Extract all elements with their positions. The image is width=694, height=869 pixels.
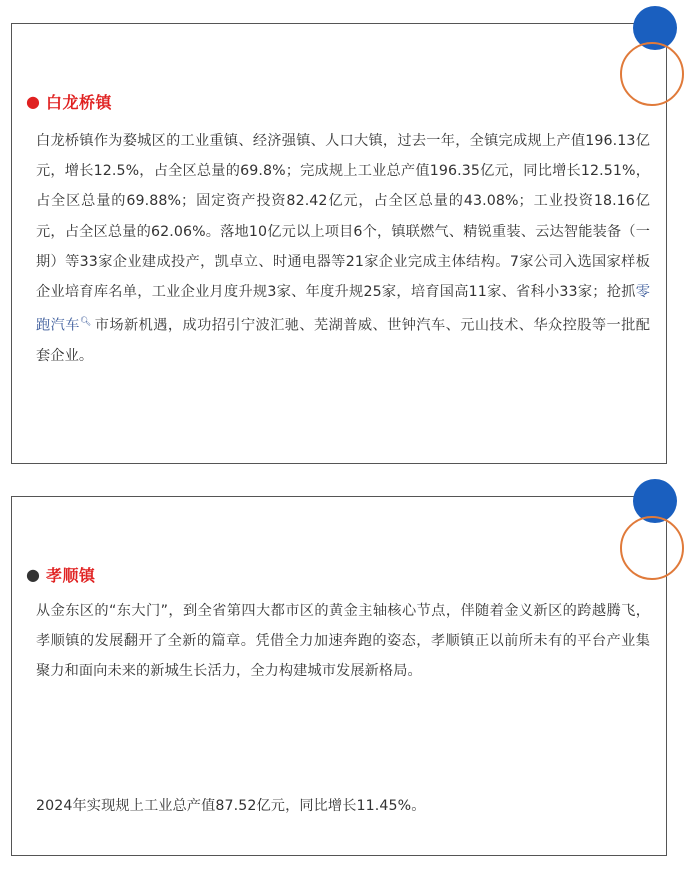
section-heading-bailongqiao bbox=[26, 90, 112, 113]
section-paragraph: 从金东区的“东大门”，到全省第四大都市区的黄金主轴核心节点，伴随着金义新区的跨越腾飞，孝顺镇的发展翻开了全新的篇章。凭借全力加速奔跑的姿态，孝顺镇正以前所未有的平台产业集聚力和面向未来的新城生长活力，全力构建城市发展新格局。 bbox=[36, 603, 650, 680]
bullet-icon: ● bbox=[26, 91, 40, 111]
section-paragraph: 2024年实现规上工业总产值87.52亿元，同比增长11.45%。 bbox=[36, 798, 426, 814]
section-title: 白龙桥镇 bbox=[46, 93, 113, 112]
section-title: 孝顺镇 bbox=[46, 566, 96, 585]
search-icon[interactable]: 🔍︎ bbox=[79, 317, 92, 328]
section-heading-xiaoshun bbox=[26, 563, 96, 586]
leapmotor-link[interactable]: 零跑汽车 bbox=[36, 284, 650, 334]
bullet-icon: ● bbox=[26, 564, 40, 584]
paragraph-text: 市场新机遇，成功招引宁波汇驰、芜湖普威、世钟汽车、元山技术、华众控股等一批配套企业。 bbox=[36, 317, 650, 365]
section-paragraph bbox=[36, 126, 650, 371]
paragraph-text: 白龙桥镇作为婺城区的工业重镇、经济强镇、人口大镇，过去一年，全镇完成规上产值196.13亿元，增长12.5%，占全区总量的69.8%；完成规上工业总产值196.35亿元，同比增长12.51%，占全区总量的69.88%；固定资产投资82.42亿元，占全区总量的43.08%；工业投资18.16亿元，占全区总量的62.06%。落地10亿元以上项目6个，镇联燃气、精锐重装、云达智能装备（一期）等33家企业建成投产，凯卓立、时通电器等21家企业完成主体结构。7家公司入选国家样板企业培育库名单，工业企业月度升规3家、年度升规25家，培育国高11家、省科小33家；抢抓 bbox=[36, 133, 650, 301]
